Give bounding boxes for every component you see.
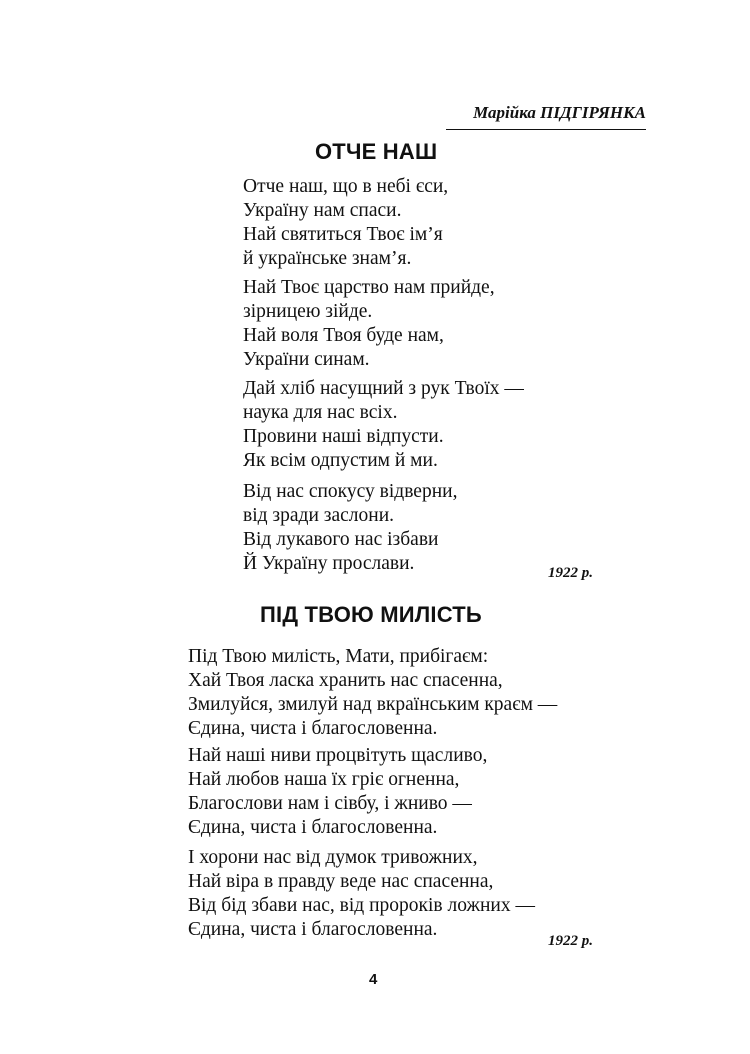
page-number: 4	[369, 971, 378, 988]
verse-line: наука для нас всіх.	[243, 402, 398, 423]
verse-line: Най віра в правду веде нас спасенна,	[188, 871, 494, 892]
verse-line: Дай хліб насущний з рук Твоїх —	[243, 378, 524, 399]
verse-line: Під Твою милість, Мати, прибігаєм:	[188, 646, 489, 667]
verse-line: Най Твоє царство нам прийде,	[243, 277, 495, 298]
verse-line: Від бід збави нас, від пророків ложних —	[188, 895, 535, 916]
verse-line: Провини наші відпусти.	[243, 426, 444, 447]
verse-line: зірницею зійде.	[243, 301, 373, 322]
stanza	[188, 744, 487, 840]
stanza	[188, 645, 557, 741]
verse-line: Від лукавого нас ізбави	[243, 529, 439, 550]
running-head: Марійка ПІДГІРЯНКА	[473, 103, 646, 122]
verse-line: Й Україну прослави.	[243, 553, 415, 574]
stanza	[243, 175, 448, 271]
header-rule	[446, 129, 646, 130]
stanza	[243, 480, 457, 576]
verse-line: Єдина, чиста і благословенна.	[188, 817, 438, 838]
verse-line: Змилуйся, змилуй над вкраїнським краєм —	[188, 694, 558, 715]
verse-line: Отче наш, що в небі єси,	[243, 176, 449, 197]
verse-line: Най наші ниви процвітуть щасливо,	[188, 745, 488, 766]
verse-line: Най воля Твоя буде нам,	[243, 325, 444, 346]
poem-date: 1922 р.	[548, 565, 593, 581]
verse-line: Най святиться Твоє ім’я	[243, 224, 443, 245]
verse-line: Як всім одпустим й ми.	[243, 450, 438, 471]
verse-line: І хорони нас від думок тривожних,	[188, 847, 478, 868]
poem-date: 1922 р.	[548, 933, 593, 949]
verse-line: Україну нам спаси.	[243, 200, 402, 221]
verse-line: України синам.	[243, 349, 370, 370]
stanza	[243, 276, 495, 372]
poem-title: ПІД ТВОЮ МИЛІСТЬ	[260, 602, 482, 627]
verse-line: Хай Твоя ласка хранить нас спасенна,	[188, 670, 503, 691]
verse-line: Єдина, чиста і благословенна.	[188, 919, 438, 940]
poem-title: ОТЧЕ НАШ	[315, 139, 438, 164]
verse-line: Від нас спокусу відверни,	[243, 481, 458, 502]
stanza	[188, 846, 535, 942]
verse-line: Благослови нам і сівбу, і жниво —	[188, 793, 472, 814]
verse-line: від зради заслони.	[243, 505, 395, 526]
verse-line: Єдина, чиста і благословенна.	[188, 718, 438, 739]
verse-line: й українське знам’я.	[243, 248, 412, 269]
verse-line: Най любов наша їх гріє огненна,	[188, 769, 460, 790]
stanza	[243, 377, 524, 473]
